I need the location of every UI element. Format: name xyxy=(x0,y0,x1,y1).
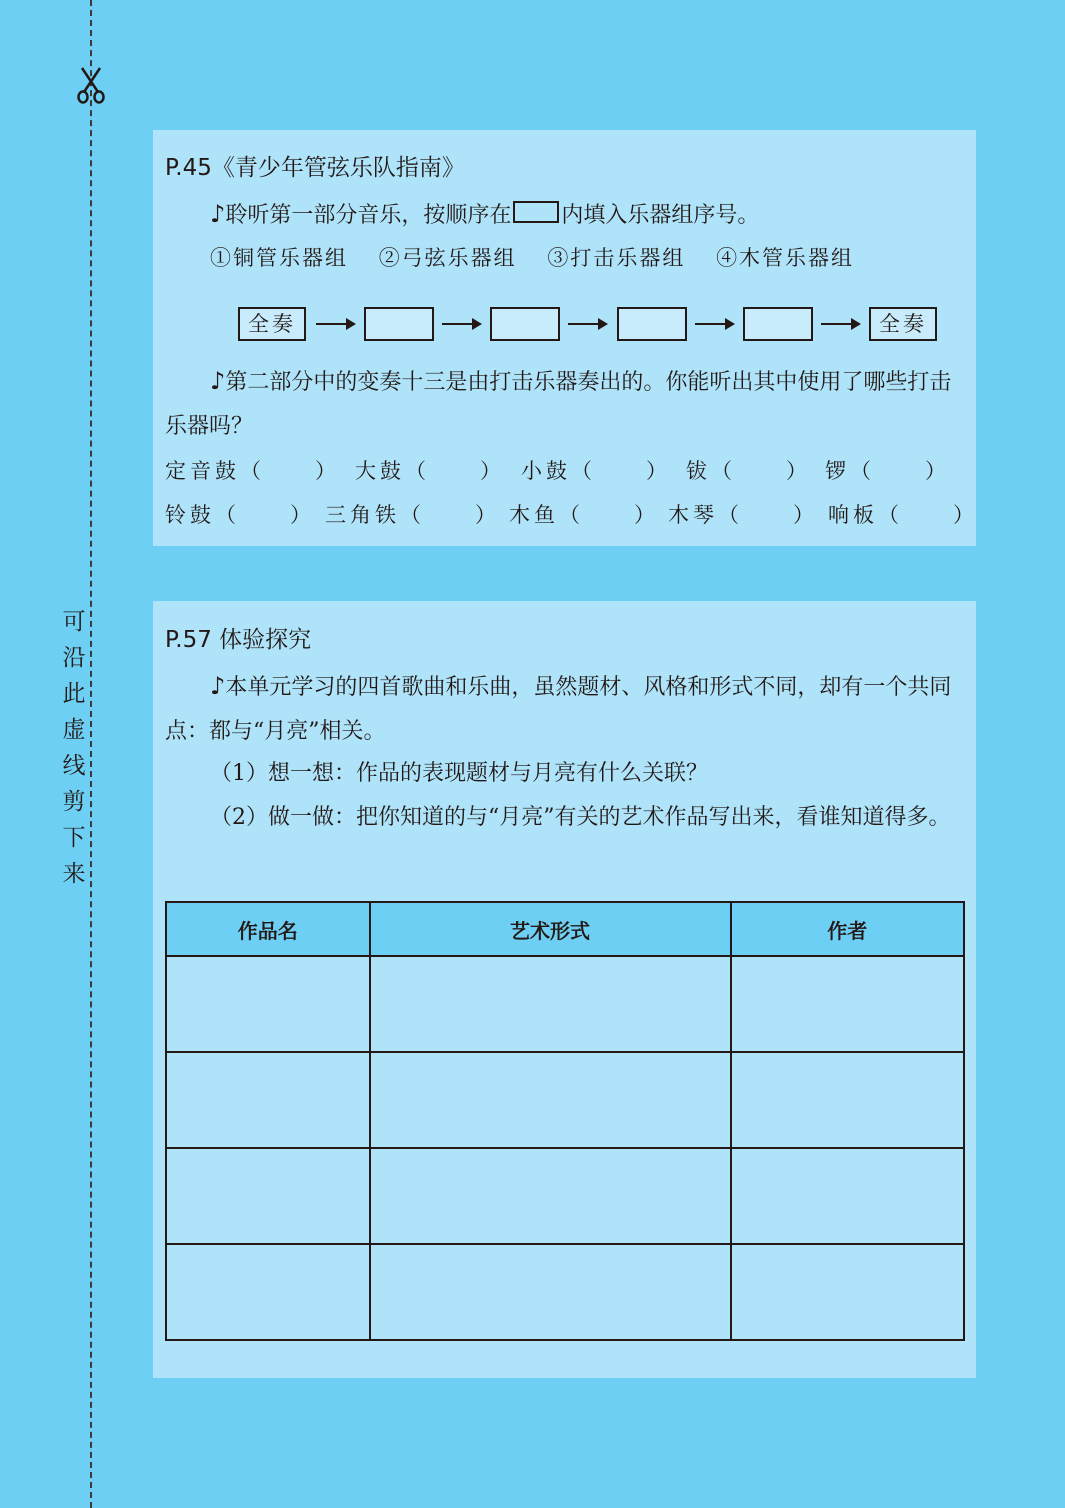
works-table xyxy=(165,901,965,1341)
header-author: 作者 xyxy=(731,902,964,956)
group-woodwind: ④木管乐器组 xyxy=(716,246,855,270)
table-cell[interactable] xyxy=(731,1148,964,1244)
task-1: （1）想一想：作品的表现题材与月亮有什么关联？ xyxy=(210,761,708,786)
exercise-panel-p57 xyxy=(153,601,976,1378)
table-cell[interactable] xyxy=(370,1244,731,1340)
table-row xyxy=(166,1148,964,1244)
arrow-icon xyxy=(821,323,859,325)
instrument-wood-block[interactable]: 木鱼（ ） xyxy=(509,503,659,527)
arrow-icon xyxy=(442,323,480,325)
group-percussion: ③打击乐器组 xyxy=(547,246,686,270)
instrument-bass-drum[interactable]: 大鼓（ ） xyxy=(355,459,505,483)
answer-box-2[interactable] xyxy=(490,307,560,341)
music-note-icon: ♪ xyxy=(210,367,226,395)
table-cell[interactable] xyxy=(166,1244,370,1340)
order-flow xyxy=(238,307,938,341)
table-cell[interactable] xyxy=(731,1052,964,1148)
instrument-timpani[interactable]: 定音鼓（ ） xyxy=(165,459,340,483)
cut-dashed-line xyxy=(90,0,92,1508)
instrument-cymbals[interactable]: 钹（ ） xyxy=(686,459,811,483)
task-2: （2）做一做：把你知道的与“月亮”有关的艺术作品写出来，看谁知道得多。 xyxy=(210,805,951,830)
section-heading: P.57 体验探究 xyxy=(165,627,312,653)
table-row xyxy=(166,1244,964,1340)
table-cell[interactable] xyxy=(166,1052,370,1148)
table-cell[interactable] xyxy=(370,956,731,1052)
table-row xyxy=(166,1052,964,1148)
table-cell[interactable] xyxy=(166,1148,370,1244)
cut-instruction: 可 沿 此 虚 线 剪 下 来 xyxy=(62,609,86,887)
group-strings: ②弓弦乐器组 xyxy=(378,246,517,270)
table-header-row xyxy=(166,902,964,956)
instrument-xylophone[interactable]: 木琴（ ） xyxy=(668,503,818,527)
answer-box-4[interactable] xyxy=(743,307,813,341)
arrow-icon xyxy=(316,323,354,325)
section-heading: P.45《青少年管弦乐队指南》 xyxy=(165,155,465,181)
instrument-triangle[interactable]: 三角铁（ ） xyxy=(325,503,500,527)
intro-paragraph: ♪本单元学习的四首歌曲和乐曲，虽然题材、风格和形式不同，却有一个共同点：都与“月亮”相关。 xyxy=(165,672,952,744)
instrument-castanets[interactable]: 响板（ ） xyxy=(828,503,978,527)
group-brass: ①铜管乐器组 xyxy=(210,246,348,270)
instrument-tambourine[interactable]: 铃鼓（ ） xyxy=(165,503,315,527)
table-cell[interactable] xyxy=(731,1244,964,1340)
music-note-icon: ♪ xyxy=(210,200,226,228)
arrow-icon xyxy=(568,323,606,325)
table-cell[interactable] xyxy=(166,956,370,1052)
answer-box-3[interactable] xyxy=(617,307,687,341)
table-cell[interactable] xyxy=(370,1148,731,1244)
instrument-snare-drum[interactable]: 小鼓（ ） xyxy=(521,459,671,483)
table-cell[interactable] xyxy=(370,1052,731,1148)
flow-end-box: 全奏 xyxy=(869,307,937,341)
fill-box-sample xyxy=(513,201,559,223)
flow-start-box: 全奏 xyxy=(238,307,306,341)
table-row xyxy=(166,956,964,1052)
question-2: ♪第二部分中的变奏十三是由打击乐器奏出的。你能听出其中使用了哪些打击乐器吗？ xyxy=(165,367,952,439)
arrow-icon xyxy=(695,323,733,325)
exercise-panel-p45 xyxy=(153,130,976,546)
answer-box-1[interactable] xyxy=(364,307,434,341)
instrument-group-list xyxy=(210,242,876,272)
table-cell[interactable] xyxy=(731,956,964,1052)
music-note-icon: ♪ xyxy=(210,672,226,700)
question-1: ♪聆听第一部分音乐，按顺序在 内填入乐器组序号。 xyxy=(210,200,760,228)
header-work-name: 作品名 xyxy=(166,902,370,956)
scissors-icon xyxy=(76,66,106,106)
instrument-gong[interactable]: 锣（ ） xyxy=(825,459,950,483)
header-art-form: 艺术形式 xyxy=(370,902,731,956)
